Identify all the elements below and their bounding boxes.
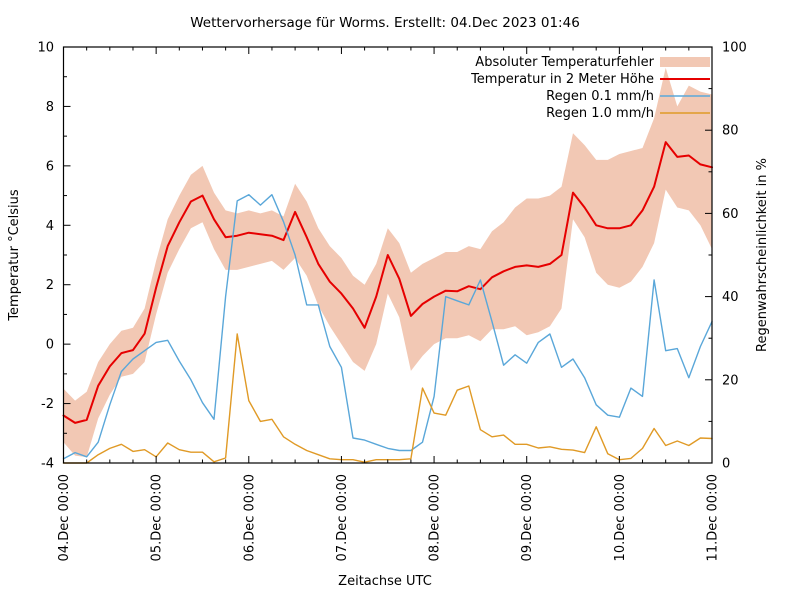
x-tick-label: 10.Dec 00:00 xyxy=(612,474,628,562)
y-axis-right-label: Regenwahrscheinlichkeit in % xyxy=(755,158,770,352)
legend-entry-1: Temperatur in 2 Meter Höhe xyxy=(471,72,654,87)
x-tick-label: 09.Dec 00:00 xyxy=(520,474,536,562)
x-tick-label: 08.Dec 00:00 xyxy=(427,473,443,562)
y-tick-label-left: 0 xyxy=(45,337,54,353)
y-tick-label-right: 80 xyxy=(722,123,739,139)
y-tick-label-left: -4 xyxy=(41,456,54,472)
chart-title: Wettervorhersage für Worms. Erstellt: 04.Dec 2023 01:46 xyxy=(190,15,580,31)
legend-entry-2: Regen 0.1 mm/h xyxy=(546,89,654,104)
y-tick-label-left: 2 xyxy=(45,278,54,294)
legend-swatch-band xyxy=(660,57,710,67)
y-tick-label-right: 40 xyxy=(722,290,739,306)
x-tick-label: 07.Dec 00:00 xyxy=(334,474,350,562)
y-tick-label-left: 8 xyxy=(45,99,54,115)
rain-10-line xyxy=(64,334,713,463)
y-tick-label-left: 6 xyxy=(45,159,54,175)
x-tick-label: 04.Dec 00:00 xyxy=(57,474,72,562)
legend-entry-3: Regen 1.0 mm/h xyxy=(546,106,654,121)
y-axis-left-label: Temperatur °Celsius xyxy=(7,189,22,321)
y-tick-label-right: 60 xyxy=(722,206,739,222)
y-tick-label-left: 10 xyxy=(37,40,54,56)
y-tick-label-right: 100 xyxy=(722,40,747,56)
error-band xyxy=(64,68,713,457)
x-tick-label: 11.Dec 00:00 xyxy=(705,474,721,562)
y-tick-label-right: 20 xyxy=(722,373,739,389)
y-tick-label-left: 4 xyxy=(45,218,54,234)
x-tick-label: 05.Dec 00:00 xyxy=(149,474,165,562)
y-tick-label-left: -2 xyxy=(41,397,54,413)
x-tick-label: 06.Dec 00:00 xyxy=(242,474,258,562)
x-axis-label: Zeitachse UTC xyxy=(338,574,432,589)
error-band-layer xyxy=(64,68,713,457)
legend-entry-0: Absoluter Temperaturfehler xyxy=(475,55,654,70)
y-tick-label-right: 0 xyxy=(722,456,731,472)
